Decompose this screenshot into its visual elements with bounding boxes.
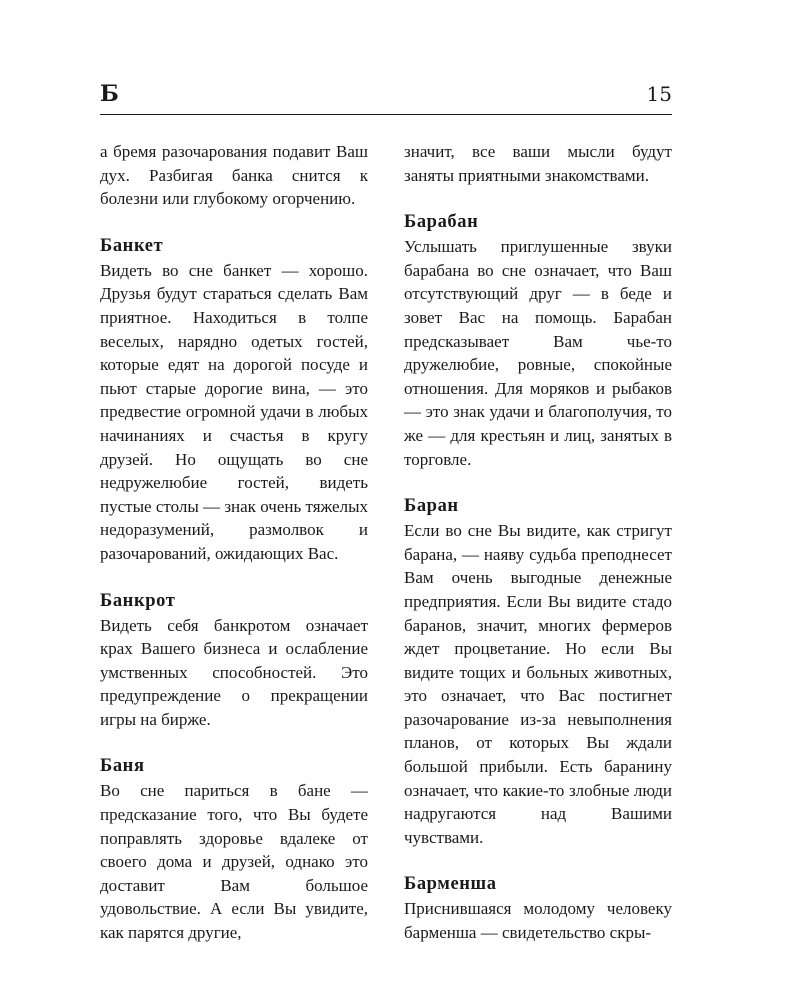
left-column bbox=[100, 140, 368, 945]
entry-banya bbox=[100, 753, 368, 944]
entry-text: Услышать приглушенные звуки барабана во сне означает, что Ваш отсутствующий друг — в беде и зовет Вас на помощь. Барабан предсказывает Вам чье-то дружелюбие, ровные, спокойные отношения. Для моряков и рыбаков — это знак удачи и благополучия, то же — для крестьян и лиц, занятых в торговле. bbox=[404, 237, 672, 469]
entry-baran bbox=[404, 493, 672, 849]
continuation-text: а бремя разочарования подавит Ваш дух. Разбигая банка снится к болезни или глубокому огорчению. bbox=[100, 142, 368, 209]
entry-text: Во сне париться в бане — предсказание того, что Вы будете поправлять здоровье вдалеке от своего дома и друзей, однако это доставит Вам большое удовольствие. А если Вы увидите, как парятся другие, bbox=[100, 781, 368, 943]
entry-title: Банкет bbox=[100, 235, 164, 256]
entry-text: Видеть во сне банкет — хорошо. Друзья будут стараться сделать Вам приятное. Находиться в толпе веселых, нарядно одетых гостей, которые едят на дорогой посуде и пьют старые дорогие вина, — это предвестие огромной удачи в любых начинаниях и счастья в кругу друзей. Но ощущать во сне недружелюбие гостей, видеть пустые столы — знак очень тяжелых недоразумений, размолвок и разочарований, ожидающих Вас. bbox=[100, 260, 368, 563]
running-header bbox=[100, 80, 672, 114]
entry-title: Банкрот bbox=[100, 590, 176, 611]
entry-text: Приснившаяся молодому человеку барменша — свидетельство скры- bbox=[404, 899, 672, 943]
entry-barmensha bbox=[404, 871, 672, 944]
header-letter: Б bbox=[100, 81, 119, 107]
entry-text: Если во сне Вы видите, как стригут барана, — наяву судьба преподнесет Вам очень выгодные денежные предприятия. Если Вы видите стадо баранов, значит, многих фермеров ждет процветание. Но если Вы видите тощих и больных животных, это означает, что Вас постигнет разочарование из-за невыполнения планов, от которых Вы ждали большой прибыли. Есть баранину означает, что какие-то злобные люди надругаются над Вашими чувствами. bbox=[404, 521, 672, 847]
entry-text: Видеть себя банкротом означает крах Вашего бизнеса и ослабление умственных способностей. Это предупреждение о прекращении игры на бирже. bbox=[100, 615, 368, 729]
entry-title: Баня bbox=[100, 756, 145, 777]
entry-title: Барменша bbox=[404, 874, 497, 895]
entry-title: Баран bbox=[404, 496, 459, 517]
header-rule bbox=[100, 114, 672, 115]
page-number: 15 bbox=[646, 82, 672, 106]
entry-title: Барабан bbox=[404, 212, 479, 233]
entry-bankrot bbox=[100, 588, 368, 732]
entry-baraban bbox=[404, 209, 672, 471]
entry-banket bbox=[100, 233, 368, 566]
continuation-text: значит, все ваши мысли будут заняты приятными знакомствами. bbox=[404, 142, 672, 185]
right-column bbox=[404, 140, 672, 945]
